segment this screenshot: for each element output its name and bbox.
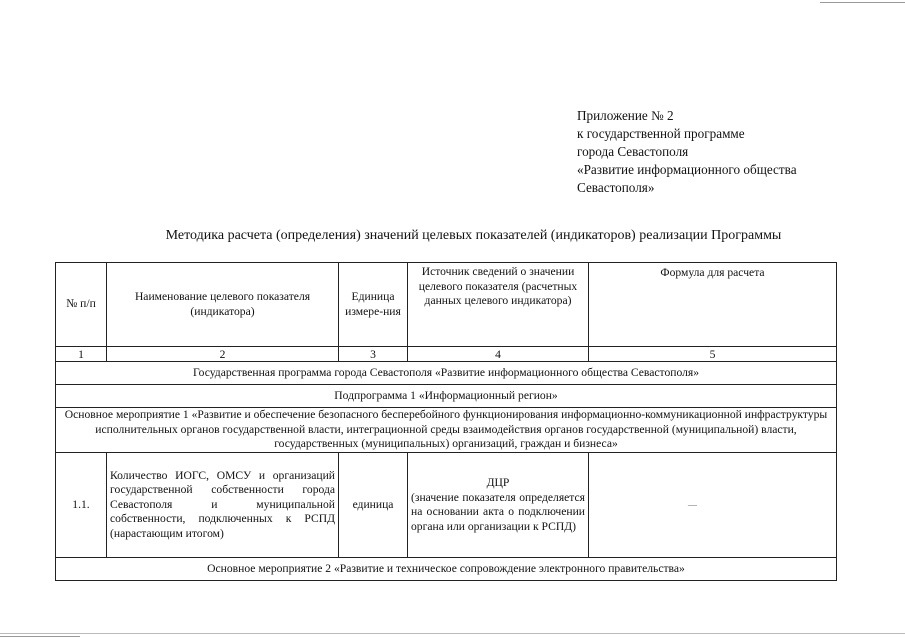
program-title: Государственная программа города Севастополя «Развитие информационного общества Севастополя» <box>56 362 837 385</box>
activity-1-title: Основное мероприятие 1 «Развитие и обеспечение безопасного бесперебойного функционирования информационно-коммуникационной инфраструктуры исполнительных органов государственной власти, интеграционной среды взаимодействия органов государственной (муниципальной) власти, государственных (муниципальных) организаций, граждан и бизнеса» <box>56 408 837 453</box>
scan-edge-top <box>820 2 905 3</box>
header-source: Источник сведений о значении целевого показателя (расчетных данных целевого индикатора) <box>408 263 589 347</box>
indicators-table <box>55 262 837 581</box>
appendix-line: к государственной программе <box>577 126 745 141</box>
table-header-row <box>56 263 837 347</box>
header-formula: Формула для расчета <box>589 263 837 347</box>
activity-row <box>56 558 837 581</box>
source-title: ДЦР <box>486 476 510 489</box>
indicator-unit: единица <box>339 453 408 558</box>
indicator-formula <box>589 453 837 558</box>
source-text: (значение показателя определяется на основании акта о подключении органа или организации к РСПД) <box>411 490 585 533</box>
column-number: 4 <box>408 347 589 362</box>
row-num: 1.1. <box>56 453 107 558</box>
subprogram-row <box>56 385 837 408</box>
program-row <box>56 362 837 385</box>
activity-2-title: Основное мероприятие 2 «Развитие и техническое сопровождение электронного правительства» <box>56 558 837 581</box>
header-unit: Единица измере-ния <box>339 263 408 347</box>
scan-edge-bottom <box>0 633 905 634</box>
column-number: 2 <box>107 347 339 362</box>
table-row <box>56 453 837 558</box>
column-number: 3 <box>339 347 408 362</box>
column-number: 1 <box>56 347 107 362</box>
column-number: 5 <box>589 347 837 362</box>
appendix-block <box>577 107 877 197</box>
activity-row <box>56 408 837 453</box>
formula-dash: — <box>688 500 697 510</box>
indicator-name: Количество ИОГС, ОМСУ и организаций государственной собственности города Севастополя и муниципальной собственности, подключенных к РСПД (нарастающим итогом) <box>107 453 339 558</box>
indicator-source <box>408 453 589 558</box>
scan-edge-bottom-left <box>0 636 80 637</box>
appendix-line: Севастополя» <box>577 180 655 195</box>
appendix-line: Приложение № 2 <box>577 108 674 123</box>
column-number-row <box>56 347 837 362</box>
appendix-line: «Развитие информационного общества <box>577 162 797 177</box>
subprogram-title: Подпрограмма 1 «Информационный регион» <box>56 385 837 408</box>
header-name: Наименование целевого показателя (индикатора) <box>107 263 339 347</box>
appendix-line: города Севастополя <box>577 144 689 159</box>
document-title: Методика расчета (определения) значений целевых показателей (индикаторов) реализации Программы <box>165 228 782 243</box>
header-num: № п/п <box>56 263 107 347</box>
